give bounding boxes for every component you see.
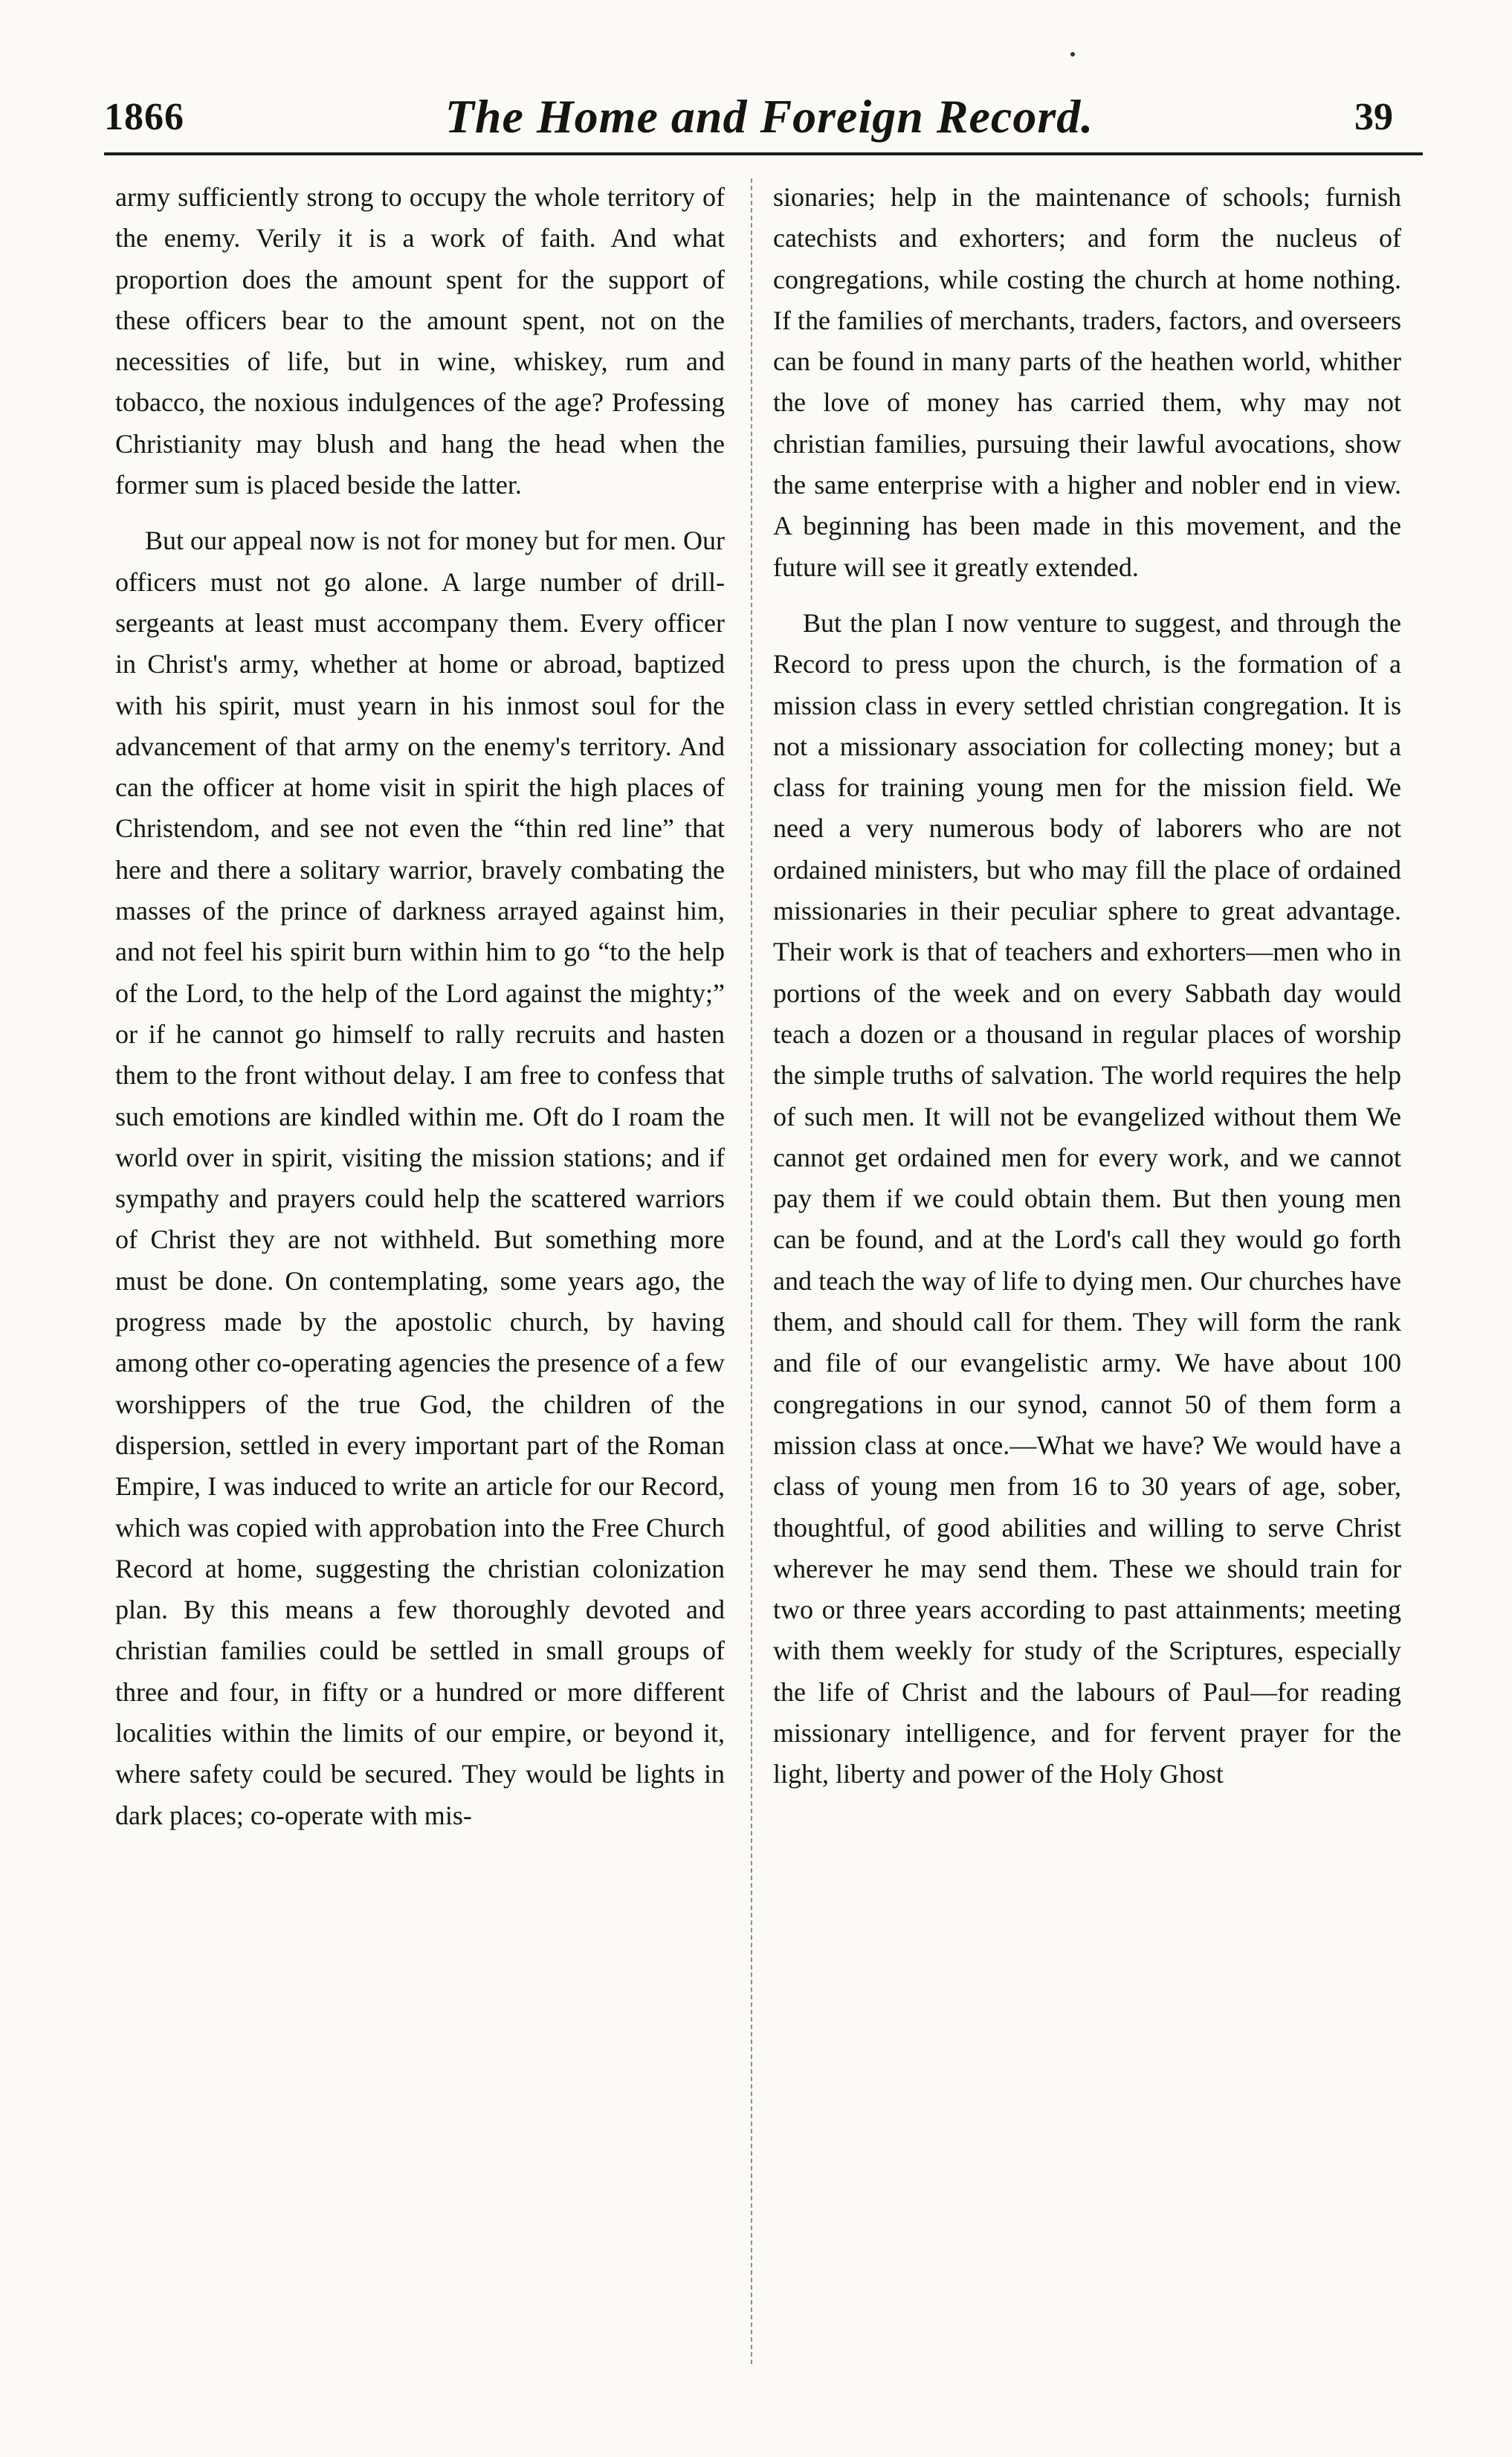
running-header xyxy=(104,83,1393,150)
left-paragraph-1: army sufficiently strong to occupy the whole territory of the enemy. Verily it is a work of faith. And what proportion does the amount spent for the support of these officers bear to the amount spent, not on the necessities of life, but in wine, whiskey, rum and tobacco, the noxious indulgences of the age? Professing Christianity may blush and hang the head when the former sum is placed beside the latter. xyxy=(115,182,725,500)
ink-speck xyxy=(1070,52,1075,56)
right-column xyxy=(773,177,1401,1810)
right-paragraph-2: But the plan I now venture to suggest, and through the Record to press upon the church, is the formation of a mission class in every settled christian congregation. It is not a missionary association for collecting money; but a class for training young men for the mission field. We need a very numerous body of laborers who are not ordained ministers, but who may fill the place of ordained missionaries in their peculiar sphere to great advantage. Their work is that of teachers and exhorters—men who in portions of the week and on every Sabbath day would teach a dozen or a thousand in regular places of worship the simple truths of salvation. The world requires the help of such men. It will not be evangelized without them We cannot get ordained men for every work, and we cannot pay them if we could obtain them. But then young men can be found, and at the Lord's call they would go forth and teach the way of life to dying men. Our churches have them, and should call for them. They will form the rank and file of our evangelistic army. We have about 100 congregations in our synod, cannot 50 of them form a mission class at once.—What we have? We would have a class of young men from 16 to 30 years of age, sober, thoughtful, of good abilities and willing to serve Christ wherever he may send them. These we should train for two or three years according to past attainments; meeting with them weekly for study of the Scriptures, especially the life of Christ and the labours of Paul—for reading missionary intelligence, and for fervent prayer for the light, liberty and power of the Holy Ghost xyxy=(773,607,1401,1789)
left-column xyxy=(115,177,725,1851)
header-rule xyxy=(104,152,1423,155)
page-number: 39 xyxy=(1354,95,1393,138)
header-year: 1866 xyxy=(104,95,184,138)
column-divider xyxy=(751,178,752,2364)
left-paragraph-2: But our appeal now is not for money but for men. Our officers must not go alone. A large number of drill-sergeants at least must accompany them. Every officer in Christ's army, whether at home or abroad, baptized with his spirit, must yearn in his inmost soul for the advancement of that army on the enemy's territory. And can the officer at home visit in spirit the high places of Christendom, and see not even the “thin red line” that here and there a solitary warrior, bravely combating the masses of the prince of darkness arrayed against him, and not feel his spirit burn within him to go “to the help of the Lord, to the help of the Lord against the mighty;” or if he cannot go himself to rally recruits and hasten them to the front without delay. I am free to confess that such emotions are kindled within me. Oft do I roam the world over in spirit, visiting the mission stations; and if sympathy and prayers could help the scattered warriors of Christ they are not withheld. But something more must be done. On contemplating, some years ago, the progress made by the apostolic church, by having among other co-operating agencies the presence of a few worshippers of the true God, the children of the dispersion, settled in every important part of the Roman Empire, I was induced to write an article for our Record, which was copied with approbation into the Free Church Record at home, suggesting the christian colonization plan. By this means a few thoroughly devoted and christian families could be settled in small groups of three and four, in fifty or a hundred or more different localities within the limits of our empire, or beyond it, where safety could be secured. They would be lights in dark places; co-operate with mis- xyxy=(115,526,725,1830)
journal-title: The Home and Foreign Record. xyxy=(445,90,1094,143)
right-paragraph-1: sionaries; help in the maintenance of schools; furnish catechists and exhorters; and form the nucleus of congregations, while costing the church at home nothing. If the families of merchants, traders, factors, and overseers can be found in many parts of the heathen world, whither the love of money has carried them, why may not christian families, pursuing their lawful avocations, show the same enterprise with a higher and nobler end in view. A beginning has been made in this movement, and the future will see it greatly extended. xyxy=(773,182,1401,582)
